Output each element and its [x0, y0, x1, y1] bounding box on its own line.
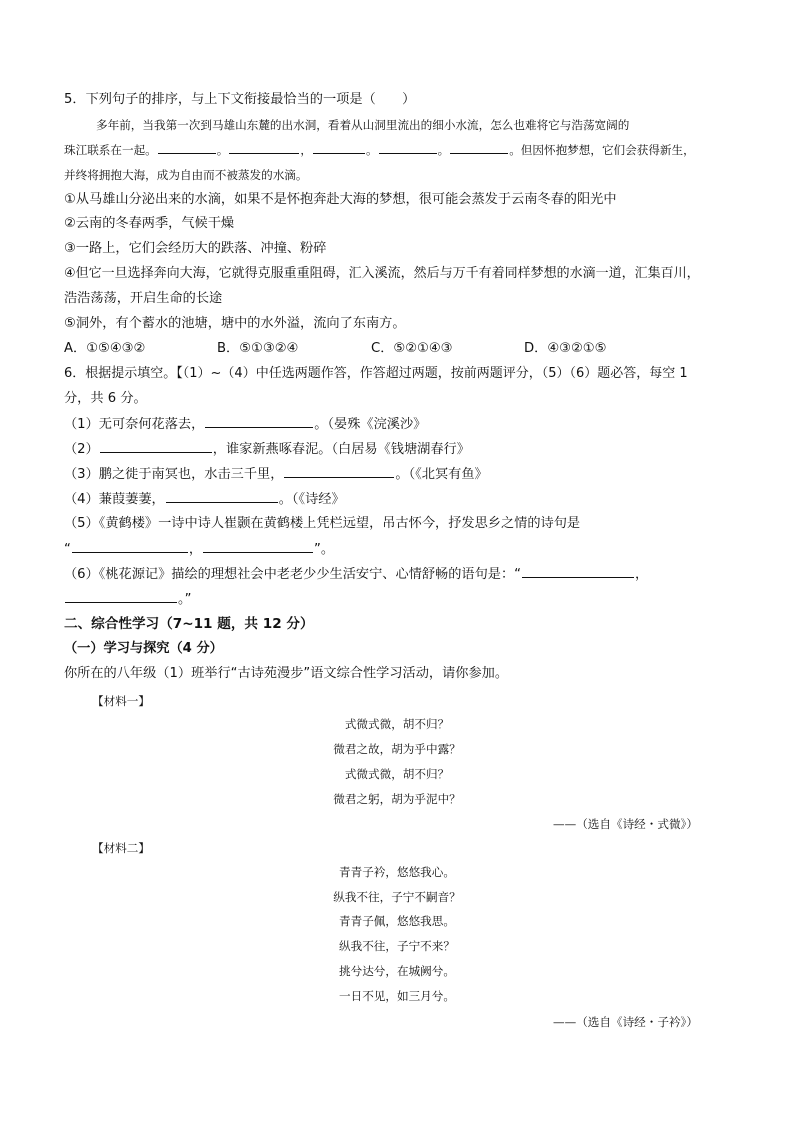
q6-item-6-end: 。” — [178, 592, 192, 607]
q6-blank-6a[interactable] — [522, 564, 634, 578]
q6-blank-4[interactable] — [166, 489, 278, 503]
q5-blank-3[interactable] — [313, 140, 365, 154]
q5-sep-2: ， — [300, 143, 312, 157]
material2-line-2: 纵我不往，子宁不嗣音？ — [333, 890, 461, 904]
q5-sentence-5: ⑤洞外，有个蓄水的池塘，塘中的水外溢，流向了东南方。 — [64, 316, 406, 331]
q6-item-5-open-quote: “ — [64, 542, 71, 557]
q6-item-6 — [64, 564, 648, 585]
q6-item-1 — [64, 414, 426, 435]
q5-passage-end: 。但因怀抱梦想，它们会获得新生， — [509, 143, 695, 157]
q6-stem-2: 分，共 6 分。 — [64, 391, 147, 406]
q6-blank-6b[interactable] — [65, 589, 177, 603]
q6-item-5-comma: ， — [188, 542, 203, 557]
q6-item-1-post: 。（晏殊《浣溪沙》 — [314, 417, 427, 432]
q5-option-a[interactable]: A．①⑤④③② — [64, 341, 146, 356]
material2-line-1: 青青子衿，悠悠我心。 — [339, 865, 455, 879]
q5-sentence-4b: 浩浩荡荡，开启生命的长途 — [64, 291, 223, 306]
q5-sentence-1: ①从马雄山分泌出来的水滴，如果不是怀抱奔赴大海的梦想，很可能会蒸发于云南冬春的阳光中 — [64, 192, 617, 207]
q5-blank-5[interactable] — [450, 140, 508, 154]
q5-option-c[interactable]: C．⑤②①④③ — [371, 341, 453, 356]
material2-line-5: 挑兮达兮，在城阙兮。 — [339, 964, 455, 978]
section2-intro: 你所在的八年级（1）班举行“古诗苑漫步”语文综合性学习活动，请你参加。 — [64, 666, 509, 681]
q5-sentence-2: ②云南的冬春两季，气候干燥 — [64, 216, 235, 231]
q6-item-1-pre: （1）无可奈何花落去， — [64, 417, 205, 432]
q5-passage-line1: 多年前，当我第一次到马雄山东麓的出水洞，看着从山洞里流出的细小水流，怎么也难将它与浩荡宽阔的 — [96, 118, 630, 132]
material1-line-4: 微君之躬，胡为乎泥中？ — [333, 792, 461, 806]
q5-blank-1[interactable] — [158, 140, 216, 154]
material2-label: 【材料二】 — [92, 841, 150, 855]
q6-item-6-text: （6）《桃花源记》描绘的理想社会中老老少少生活安宁、心情舒畅的语句是：“ — [64, 567, 521, 582]
q6-item-5-answer — [64, 539, 334, 560]
q6-item-4 — [64, 489, 345, 510]
q5-sep-4: 。 — [437, 143, 450, 157]
q6-item-2 — [64, 439, 470, 460]
material2-source: ——（选自《诗经・子衿》） — [553, 1015, 698, 1029]
material1-label: 【材料一】 — [92, 694, 150, 708]
q6-item-3-pre: （3）鹏之徙于南冥也，水击三千里， — [64, 467, 284, 482]
material2-line-3: 青青子佩，悠悠我思。 — [339, 914, 455, 928]
q6-item-3 — [64, 464, 488, 485]
q6-blank-3[interactable] — [284, 464, 394, 478]
q6-item-6-comma: ， — [635, 567, 649, 582]
q5-sentence-3: ③一路上，它们会经历大的跌落、冲撞、粉碎 — [64, 241, 327, 256]
q5-passage-line2 — [64, 140, 695, 160]
q6-item-2-post: ，谁家新燕啄春泥。（白居易《钱塘湖春行》 — [212, 442, 470, 457]
section2-heading: 二、综合性学习（7~11 题，共 12 分） — [64, 616, 314, 632]
q5-passage-line3: 并终将拥抱大海，成为自由而不被蒸发的水滴。 — [64, 168, 308, 182]
q5-passage-start: 珠江联系在一起。 — [64, 143, 157, 157]
material1-line-3: 式微式微，胡不归？ — [344, 767, 450, 781]
q6-item-4-post: 。（《诗经》 — [278, 492, 345, 507]
q6-item-3-post: 。（《北冥有鱼》 — [395, 467, 488, 482]
q5-option-b[interactable]: B．⑤①③②④ — [217, 341, 299, 356]
q6-blank-5b[interactable] — [203, 539, 313, 553]
q5-sentence-4a: ④但它一旦选择奔向大海，它就得克服重重阻碍，汇入溪流，然后与万千有着同样梦想的水滴一道，汇集百川， — [64, 266, 700, 281]
q6-item-5-close-quote: ”。 — [314, 542, 335, 557]
q5-stem: 5．下列句子的排序，与上下文衔接最恰当的一项是（ ） — [64, 92, 416, 107]
section2-subheading: （一）学习与探究（4 分） — [64, 641, 223, 656]
q6-blank-5a[interactable] — [72, 539, 188, 553]
material1-source: ——（选自《诗经・式微》） — [553, 817, 698, 831]
material1-line-2: 微君之故，胡为乎中露？ — [333, 742, 461, 756]
q5-blank-4[interactable] — [379, 140, 437, 154]
material2-line-4: 纵我不往，子宁不来？ — [339, 939, 455, 953]
q6-item-5: （5）《黄鹤楼》一诗中诗人崔颢在黄鹤楼上凭栏远望，吊古怀今，抒发思乡之情的诗句是 — [64, 516, 581, 531]
q6-item-4-pre: （4）蒹葭萋萋， — [64, 492, 165, 507]
q5-blank-2[interactable] — [229, 140, 299, 154]
q6-item-2-pre: （2） — [64, 442, 99, 457]
material2-line-6: 一日不见，如三月兮。 — [339, 989, 455, 1003]
q5-sep-3: 。 — [365, 143, 378, 157]
q6-blank-1[interactable] — [205, 414, 313, 428]
q6-blank-2[interactable] — [100, 439, 212, 453]
q6-stem-1: 6．根据提示填空。【（1）~（4）中任选两题作答，作答超过两题，按前两题评分，（5）（6）题必答，每空 1 — [64, 366, 688, 381]
q5-sep-1: 。 — [216, 143, 229, 157]
q6-item-6-cont — [64, 589, 191, 610]
q5-option-d[interactable]: D．④③②①⑤ — [524, 341, 607, 356]
material1-line-1: 式微式微，胡不归？ — [344, 717, 450, 731]
